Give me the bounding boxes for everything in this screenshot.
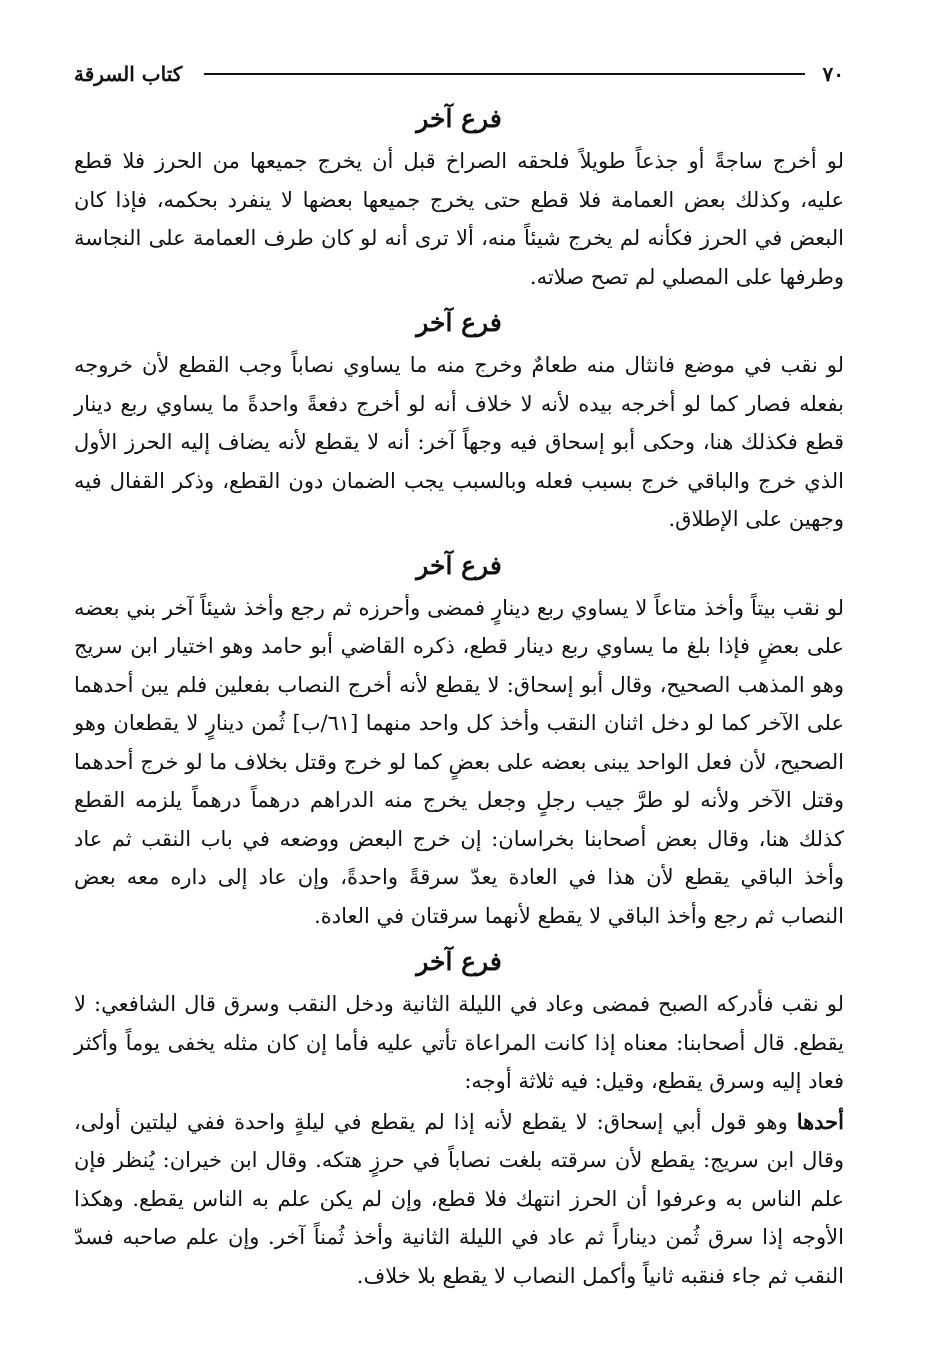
running-header: [74, 56, 844, 92]
section-3: [74, 549, 844, 936]
section-heading: فرع آخر: [416, 947, 502, 976]
section-paragraph: لو نقب فأدركه الصبح فمضى وعاد في الليلة الثانية ودخل النقب وسرق قال الشافعي: لا يقطع. قال أصحابنا: معناه إذا كانت المراعاة تأتي عليه فأما إن كان مثله يخفى يوماً وأكثر فعاد إليه وسرق يقطع، وقيل: فيه ثلاثة أوجه:: [74, 992, 844, 1093]
section-1: [74, 102, 844, 296]
section-paragraph: لو نقب في موضع فانثال منه طعامٌ وخرج منه ما يساوي نصاباً وجب القطع لأن خروجه بفعله فصار كما لو أخرجه بيده لأنه لا خلاف أنه لو أخرج دفعةً واحدةً ما يساوي ربع دينار قطع فكذلك هنا، وحكى أبو إسحاق فيه وجهاً آخر: أنه لا يقطع لأنه يضاف إليه الحرز الأول الذي خرج والباقي خرج بسبب فعله وبالسبب يجب الضمان دون القطع، وذكر القفال فيه وجهين على الإطلاق.: [74, 353, 844, 531]
header-rule: [204, 73, 804, 75]
page-number: ٧٠: [822, 62, 844, 86]
paragraph-body: وهو قول أبي إسحاق: لا يقطع لأنه إذا لم يقطع في ليلةٍ واحدة ففي ليلتين أولى، وقال ابن سريج: يقطع لأن سرقته بلغت نصاباً في حرزٍ هتكه. وقال ابن خيران: يُنظر فإن علم الناس به وعرفوا أن الحرز انتهك فلا قطع، وإن لم يكن علم به الناس يقطع. وهكذا الأوجه إذا سرق ثُمن ديناراً ثم عاد في الليلة الثانية وأخذ ثُمناً آخر. وإن علم صاحبه فسدّ النقب ثم جاء فنقبه ثانياً وأكمل النصاب لا يقطع بلا خلاف.: [74, 1109, 844, 1288]
section-4: [74, 945, 844, 1295]
section-heading: فرع آخر: [416, 104, 502, 133]
lead-paragraph: [74, 1103, 844, 1296]
section-paragraph: لو نقب بيتاً وأخذ متاعاً لا يساوي ربع دينارٍ فمضى وأحرزه ثم رجع وأخذ شيئاً آخر بني بعضه على بعضٍ فإذا بلغ ما يساوي ربع دينار قطع، ذكره القاضي أبو حامد وهو اختيار ابن سريج وهو المذهب الصحيح، وقال أبو إسحاق: لا يقطع لأنه أخرج النصاب بفعلين فلم يبن أحدهما على الآخر كما لو دخل اثنان النقب وأخذ كل واحد منهما [٦١/ب] ثُمن دينارٍ لا يقطعان وهو الصحيح، لأن فعل الواحد يبنى بعضه على بعضٍ كما لو خرج وقتل بخلاف ما لو خرج أحدهما وقتل الآخر ولأنه لو طرَّ جيب رجلٍ وجعل يخرج منه الدراهم درهماً درهماً يلزمه القطع كذلك هنا، وقال بعض أصحابنا بخراسان: إن خرج البعض ووضعه في باب النقب ثم عاد وأخذ الباقي يقطع لأن هذا في العادة يعدّ سرقةً واحدةً، وإن عاد إلى داره معه بعض النصاب ثم رجع وأخذ الباقي لا يقطع لأنهما سرقتان في العادة.: [74, 595, 844, 928]
section-heading: فرع آخر: [416, 550, 502, 580]
book-title: كتاب السرقة: [74, 62, 183, 86]
section-heading: فرع آخر: [416, 308, 502, 337]
section-paragraph: لو أخرج ساجةً أو جذعاً طويلاً فلحقه الصراخ قبل أن يخرج جميعها من الحرز فلا قطع عليه، وكذلك بعض العمامة فلا قطع حتى يخرج جميعها بعضها لا ينفرد بحكمه، فإذا كان البعض في الحرز فكأنه لم يخرج شيئاً منه، ألا ترى أنه لو كان طرف العمامة على النجاسة وطرفها على المصلي لم تصح صلاته.: [74, 149, 844, 289]
document-page: [74, 56, 844, 1295]
paragraph-lead-word: أحدها: [796, 1108, 844, 1134]
section-2: [74, 306, 844, 539]
